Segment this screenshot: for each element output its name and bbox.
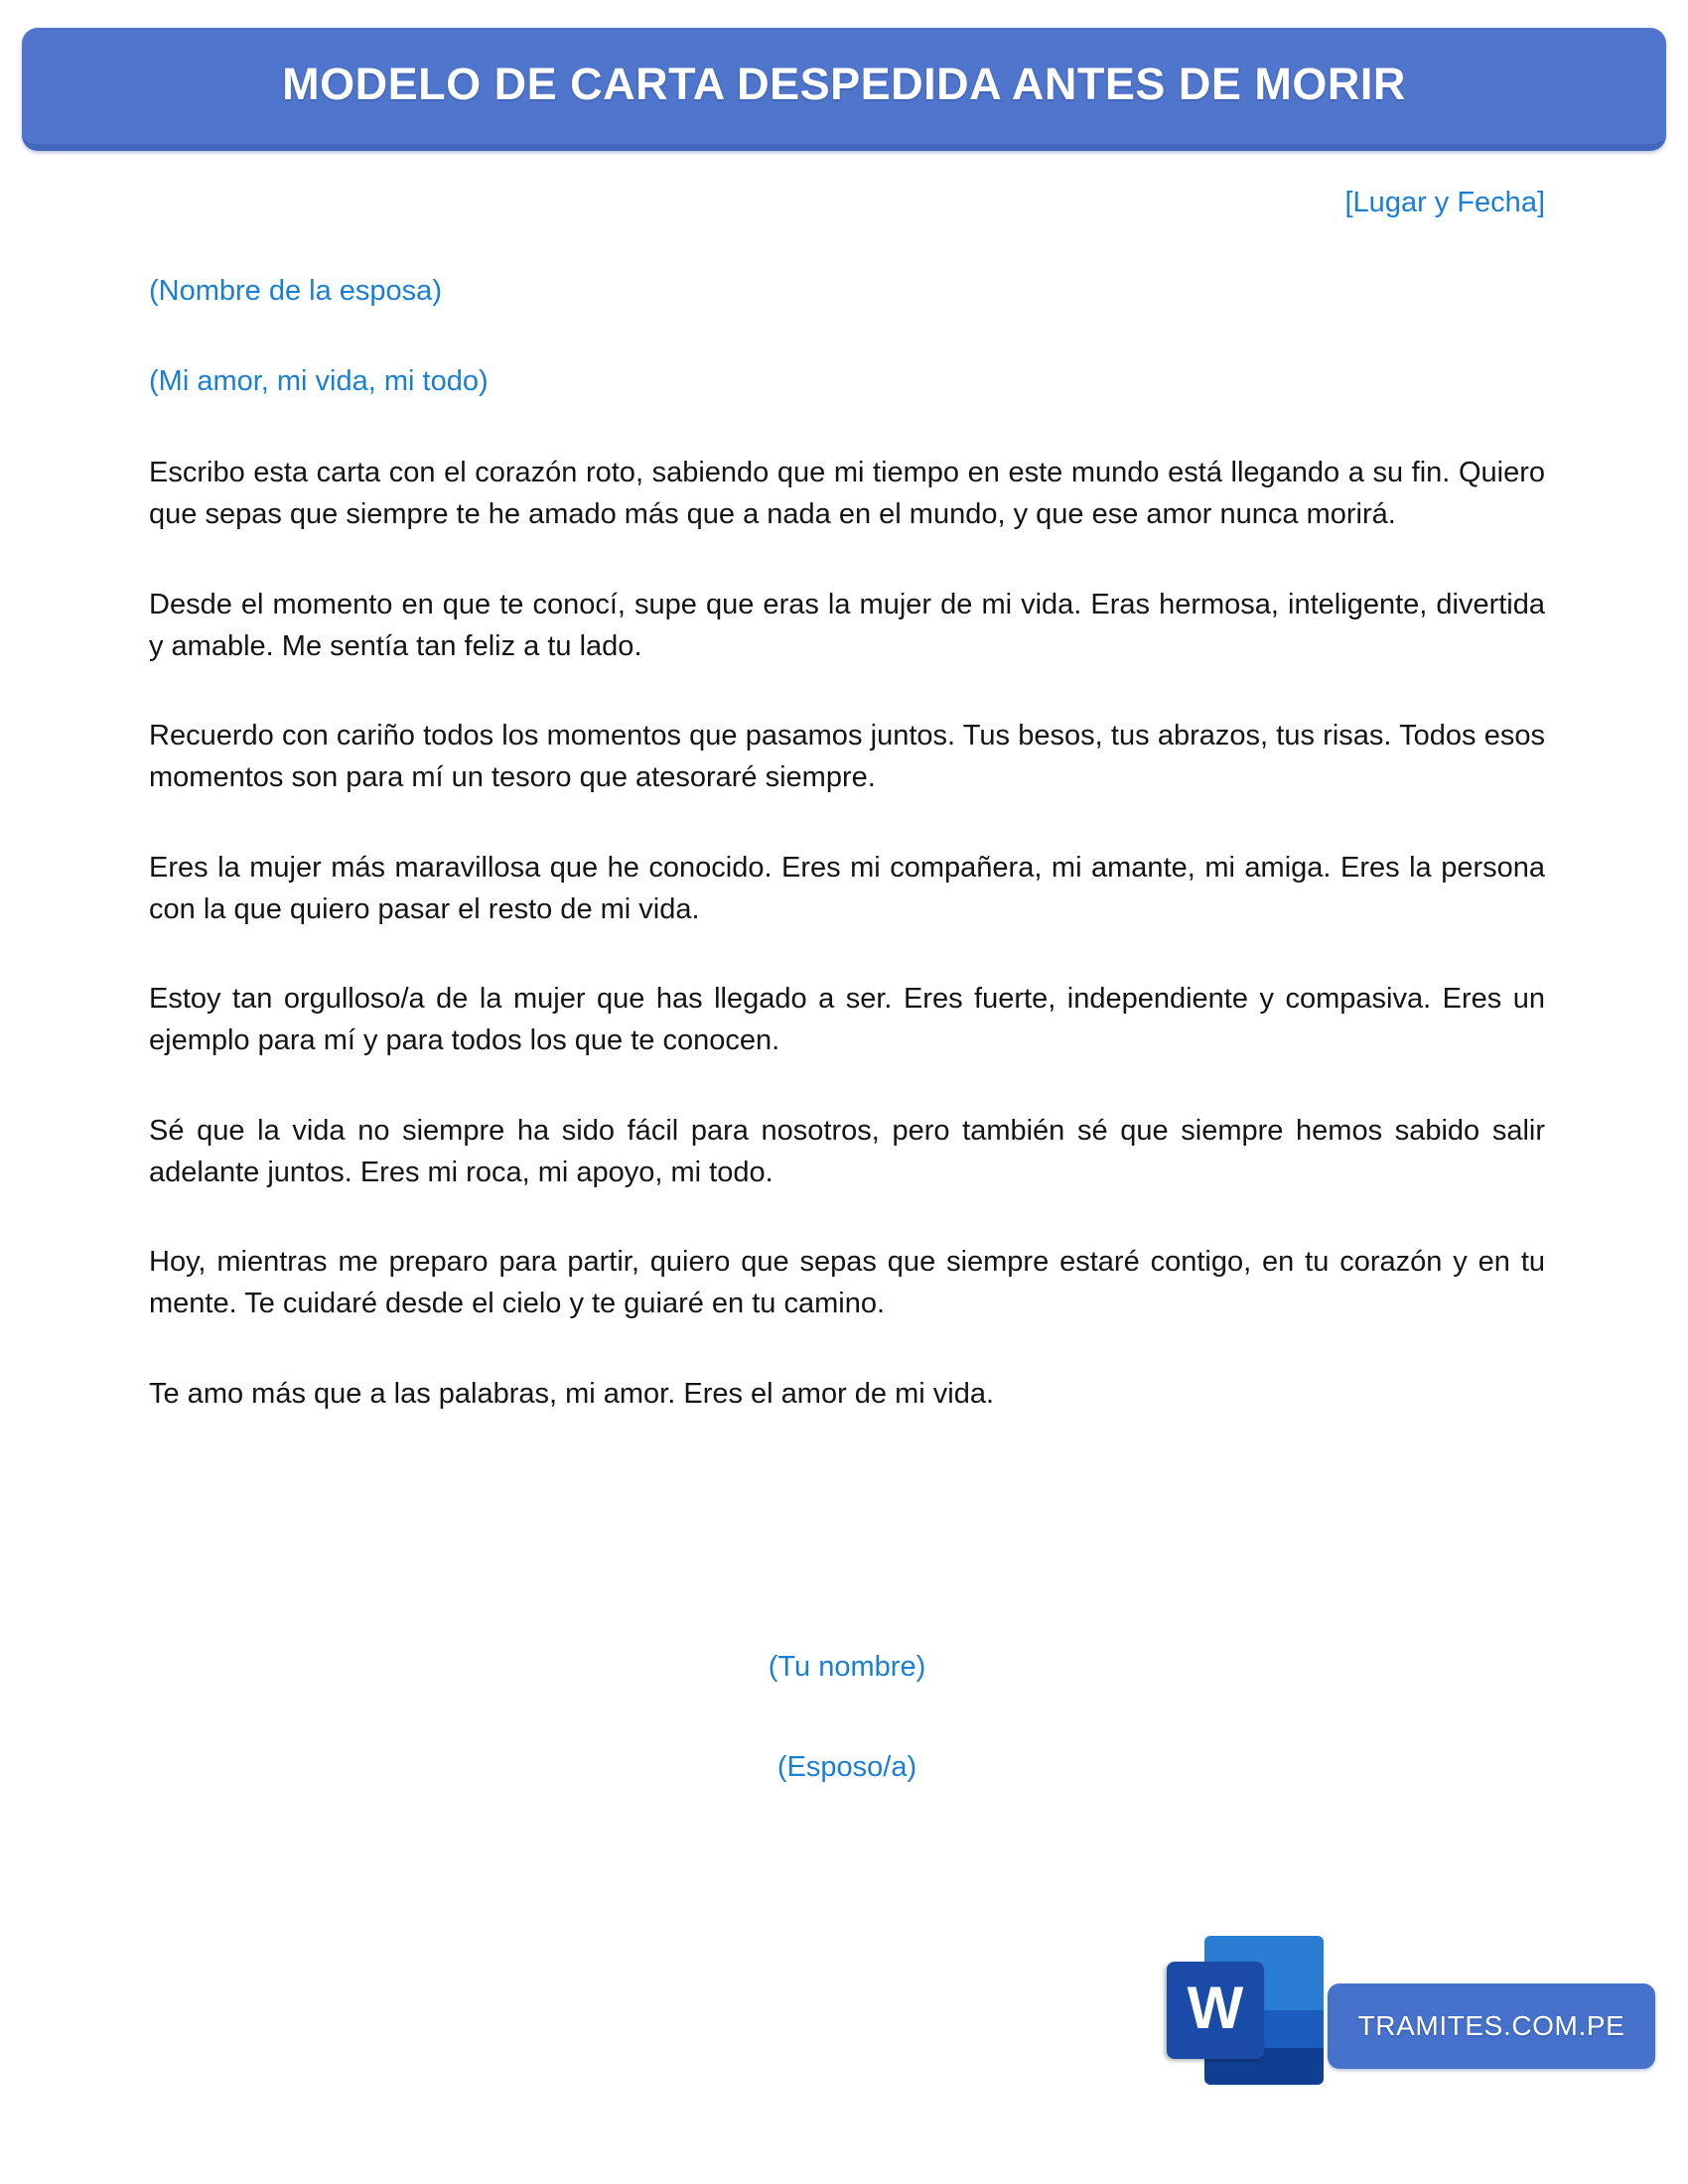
recipient-line: (Nombre de la esposa) (149, 275, 442, 308)
letter-paragraph: Desde el momento en que te conocí, supe que eras la mujer de mi vida. Eras hermosa, inteligente, divertida y amable. Me sentía tan feliz a tu lado. (149, 588, 1545, 662)
word-icon-letter-tile (1167, 1962, 1264, 2059)
letter-paragraph: Eres la mujer más maravillosa que he conocido. Eres mi compañera, mi amante, mi amiga. Eres la persona con la que quiero pasar el resto de mi vida. (149, 851, 1545, 925)
letter-paragraph: Recuerdo con cariño todos los momentos que pasamos juntos. Tus besos, tus abrazos, tus risas. Todos esos momentos son para mí un tesoro que atesoraré siempre. (149, 720, 1545, 794)
header-banner (22, 28, 1666, 151)
letter-paragraph: Estoy tan orgulloso/a de la mujer que has llegado a ser. Eres fuerte, independiente y compasiva. Eres un ejemplo para mí y para todos los que te conocen. (149, 983, 1545, 1057)
letter-paragraph: Hoy, mientras me preparo para partir, quiero que sepas que siempre estaré contigo, en tu corazón y en tu mente. Te cuidaré desde el cielo y te guiaré en tu camino. (149, 1246, 1545, 1320)
signature-role: (Esposo/a) (776, 1751, 917, 1784)
letter-paragraph: Sé que la vida no siempre ha sido fácil para nosotros, pero también sé que siempre hemos sabido salir adelante juntos. Eres mi roca, mi apoyo, mi todo. (149, 1114, 1545, 1188)
salutation-line: (Mi amor, mi vida, mi todo) (149, 365, 489, 398)
page-title: MODELO DE CARTA DESPEDIDA ANTES DE MORIR (282, 58, 1406, 109)
microsoft-word-icon (1187, 1936, 1324, 2085)
footer-brand (1157, 1936, 1653, 2105)
signature-block (149, 1648, 1545, 1787)
word-icon-letter: W (1187, 1975, 1244, 2041)
letter-body (149, 184, 1545, 1416)
letter-paragraph: Te amo más que a las palabras, mi amor. Eres el amor de mi vida. (149, 1377, 995, 1410)
site-badge-label: TRAMITES.COM.PE (1357, 2010, 1625, 2041)
site-badge[interactable] (1328, 1983, 1655, 2069)
letter-paragraph: Escribo esta carta con el corazón roto, sabiendo que mi tiempo en este mundo está llegando a su fin. Quiero que sepas que siempre te he amado más que a nada en el mundo, y que ese amor nunca morirá. (149, 457, 1545, 531)
date-place-line: [Lugar y Fecha] (1344, 187, 1545, 218)
signature-name: (Tu nombre) (768, 1651, 926, 1683)
